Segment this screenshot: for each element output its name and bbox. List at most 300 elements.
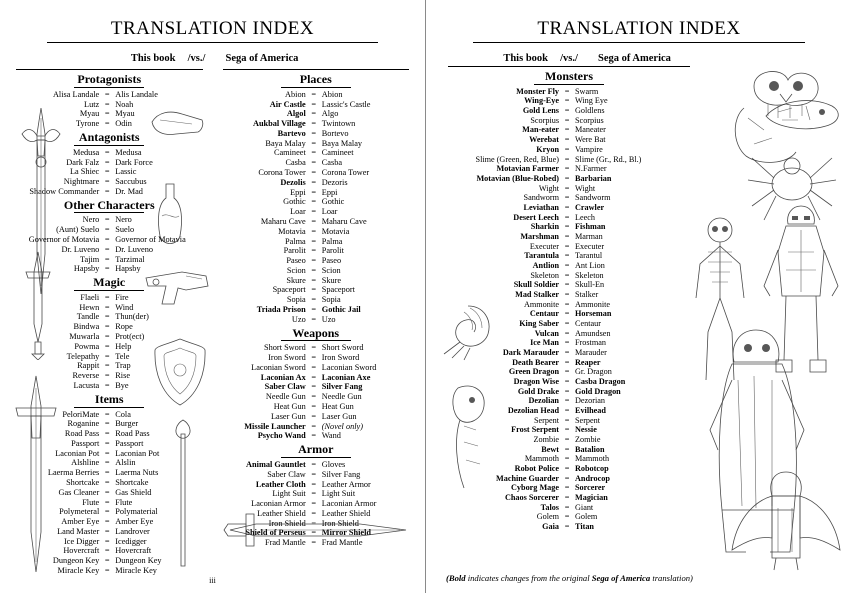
table-row: [6, 293, 212, 303]
cell-this-book: Abion: [285, 89, 306, 99]
table-row: [213, 422, 419, 432]
cell-equals: =: [311, 528, 317, 538]
cell-equals: =: [311, 89, 317, 99]
cell-this-book: Mammoth: [524, 454, 559, 464]
table-row: [454, 416, 684, 426]
section-title: Other Characters: [63, 197, 155, 212]
cell-sega: Motavia: [321, 226, 350, 236]
cell-equals: =: [311, 128, 317, 138]
cell-this-book: Psycho Wand: [257, 431, 306, 441]
cell-this-book: Shield of Perseus: [245, 528, 306, 538]
header-sega-right: Sega of America: [598, 53, 671, 64]
cell-equals: =: [564, 125, 570, 135]
cell-equals: =: [104, 186, 110, 196]
cell-sega: Amundsen: [575, 328, 611, 338]
cell-sega: Crawler: [575, 202, 605, 212]
cell-equals: =: [311, 197, 317, 207]
cell-this-book: Dungeon Key: [52, 556, 100, 566]
cell-equals: =: [311, 499, 317, 509]
table-row: [454, 135, 684, 145]
cell-equals: =: [564, 493, 570, 503]
title-rule-right: [473, 42, 805, 43]
cell-sega: Silver Fang: [321, 469, 361, 479]
cell-this-book: Hovercraft: [63, 546, 100, 556]
table-row: [454, 96, 684, 106]
cell-sega: Laerma Nuts: [115, 468, 159, 478]
cell-sega: Uzo: [321, 314, 336, 324]
table-row: [454, 213, 684, 223]
section-underline: [74, 407, 144, 408]
table-row: [454, 358, 684, 368]
table-row: [213, 343, 419, 353]
cell-sega: Noah: [115, 99, 134, 109]
cell-sega: Laser Gun: [321, 411, 357, 421]
cell-equals: =: [104, 234, 110, 244]
footnote: [446, 573, 693, 583]
table-row: [213, 285, 419, 295]
cell-equals: =: [311, 246, 317, 256]
table-row: [6, 100, 212, 110]
cell-equals: =: [311, 148, 317, 158]
column-rule: [448, 66, 690, 67]
page-title: TRANSLATION INDEX: [110, 18, 315, 39]
table-row: [213, 382, 419, 392]
cell-this-book: (Aunt) Suelo: [56, 225, 100, 235]
cell-sega: Paseo: [321, 256, 342, 266]
table-row: [454, 406, 684, 416]
cell-this-book: Camineet: [273, 148, 306, 158]
section-weapons: [213, 327, 420, 442]
spider-illustration: [744, 140, 840, 226]
table-row: [6, 264, 212, 274]
cell-sega: Vampire: [575, 144, 603, 154]
translation-table: [6, 410, 212, 576]
cell-this-book: Lutz: [84, 99, 100, 109]
cell-sega: Frad Mantle: [321, 538, 363, 548]
cell-equals: =: [104, 157, 110, 167]
cell-this-book: Vulcan: [534, 328, 559, 338]
cell-this-book: Laconian Sword: [251, 362, 306, 372]
monsters-column: [426, 66, 694, 532]
cell-this-book: Animal Gauntlet: [246, 459, 306, 469]
table-row: [213, 109, 419, 119]
cell-this-book: Dr. Luveno: [61, 244, 100, 254]
cell-sega: Gold Dragon: [575, 386, 621, 396]
table-row: [213, 480, 419, 490]
table-row: [6, 312, 212, 322]
cell-equals: =: [311, 158, 317, 168]
cell-equals: =: [564, 135, 570, 145]
cell-this-book: Casba: [285, 158, 306, 168]
reaper-illustration: [702, 320, 812, 560]
skull-creature-illustration: [724, 60, 844, 170]
cell-equals: =: [311, 353, 317, 363]
cell-equals: =: [564, 522, 570, 532]
cell-sega: Marauder: [575, 347, 607, 357]
translation-table: [6, 215, 212, 274]
cell-sega: Dark Force: [115, 157, 153, 167]
cell-equals: =: [564, 454, 570, 464]
cell-sega: Laconian Pot: [115, 448, 160, 458]
table-row: [454, 319, 684, 329]
cell-this-book: Paseo: [286, 256, 306, 266]
cell-equals: =: [564, 347, 570, 357]
table-row: [213, 266, 419, 276]
cell-this-book: Roganine: [67, 419, 100, 429]
table-row: [6, 458, 212, 468]
cell-equals: =: [104, 244, 110, 254]
cell-this-book: Laconian Ax: [260, 372, 306, 382]
cell-this-book: Laser Gun: [270, 411, 306, 421]
table-row: [6, 410, 212, 420]
table-row: [213, 431, 419, 441]
table-row: [213, 509, 419, 519]
cell-this-book: Tajim: [80, 254, 100, 264]
table-row: [6, 148, 212, 158]
section-places: [213, 73, 420, 325]
cell-sega: Swarm: [575, 86, 599, 96]
section-title: Items: [94, 391, 124, 406]
cell-sega: Medusa: [115, 147, 142, 157]
table-row: [6, 322, 212, 332]
cell-equals: =: [564, 473, 570, 483]
section-magic: [6, 276, 213, 391]
cell-sega: Suelo: [115, 225, 135, 235]
cell-equals: =: [311, 99, 317, 109]
cell-this-book: Flute: [82, 497, 100, 507]
cell-equals: =: [311, 459, 317, 469]
table-row: [213, 197, 419, 207]
cell-this-book: Gold Lens: [522, 106, 559, 116]
table-row: [6, 352, 212, 362]
armored-warrior-illustration: [758, 200, 844, 380]
cell-this-book: Algol: [286, 109, 306, 119]
cell-sega: Slime (Gr., Rd., Bl.): [575, 154, 642, 164]
page-number: iii: [209, 576, 216, 585]
cell-sega: Fishman: [575, 222, 606, 232]
table-row: [454, 145, 684, 155]
header-sega: Sega of America: [225, 53, 299, 64]
cell-this-book: Nightmare: [63, 177, 100, 187]
cell-sega: Amber Eye: [115, 517, 154, 527]
cell-sega: Heat Gun: [321, 402, 354, 412]
cell-sega: Titan: [575, 522, 594, 532]
cell-sega: Gloves: [321, 459, 346, 469]
table-row: [6, 90, 212, 100]
cell-this-book: Dezolis: [280, 177, 306, 187]
table-row: [454, 203, 684, 213]
table-row: [213, 305, 419, 315]
table-row: [6, 468, 212, 478]
cell-equals: =: [564, 164, 570, 174]
table-row: [213, 256, 419, 266]
cell-this-book: Myau: [79, 109, 100, 119]
cell-sega: Gothic: [321, 197, 345, 207]
cell-equals: =: [564, 280, 570, 290]
cell-sega: Abion: [321, 89, 343, 99]
cell-equals: =: [564, 483, 570, 493]
table-row: [454, 367, 684, 377]
table-row: [6, 255, 212, 265]
cell-sega: Laconian Axe: [321, 372, 371, 382]
flying-creature-illustration: [760, 86, 846, 142]
table-row: [6, 566, 212, 576]
table-row: [6, 527, 212, 537]
table-row: [213, 148, 419, 158]
table-row: [454, 493, 684, 503]
table-row: [213, 295, 419, 305]
table-row: [454, 512, 684, 522]
table-row: [454, 474, 684, 484]
cell-sega: Road Pass: [115, 429, 150, 439]
cell-sega: N.Farmer: [575, 164, 607, 174]
table-row: [454, 387, 684, 397]
cell-equals: =: [311, 508, 317, 518]
cell-equals: =: [564, 444, 570, 454]
cell-this-book: Golem: [536, 512, 559, 522]
cell-equals: =: [311, 431, 317, 441]
cell-sega: Mammoth: [575, 454, 610, 464]
cell-this-book: Spaceport: [272, 285, 306, 295]
cell-sega: Rope: [115, 322, 133, 332]
cell-equals: =: [564, 367, 570, 377]
cell-sega: Odin: [115, 119, 132, 129]
cell-equals: =: [564, 376, 570, 386]
cell-this-book: Robot Police: [514, 464, 559, 473]
table-row: [6, 361, 212, 371]
cell-equals: =: [311, 489, 317, 499]
table-row: [454, 164, 684, 174]
table-row: [454, 242, 684, 252]
table-row: [454, 155, 684, 165]
column-left: [6, 68, 213, 576]
cell-this-book: Baya Malay: [265, 138, 306, 148]
cell-this-book: Sopia: [286, 295, 306, 305]
cell-equals: =: [311, 207, 317, 217]
cell-sega: Twintown: [321, 119, 356, 129]
cell-sega: Frostman: [575, 338, 606, 348]
table-row: [213, 412, 419, 422]
table-row: [454, 377, 684, 387]
section-underline: [281, 340, 351, 341]
table-row: [6, 498, 212, 508]
cell-this-book: Man-eater: [522, 125, 559, 135]
cell-this-book: Skull Soldier: [513, 280, 559, 290]
table-row: [6, 449, 212, 459]
cell-equals: =: [564, 425, 570, 435]
cell-equals: =: [564, 464, 570, 473]
table-row: [6, 109, 212, 119]
cell-this-book: Parolit: [283, 246, 306, 256]
cell-sega: Laconian Armor: [321, 499, 377, 509]
cell-this-book: Bartevo: [277, 128, 306, 138]
cell-this-book: Gold Drake: [517, 386, 559, 396]
cell-sega: Nero: [115, 215, 132, 225]
table-row: [454, 338, 684, 348]
cell-sega: Dr. Luveno: [115, 244, 154, 254]
cell-sega: Gothic Jail: [321, 304, 361, 314]
cell-this-book: Gaia: [542, 522, 559, 532]
cell-this-book: Flaeli: [80, 292, 100, 302]
table-row: [213, 129, 419, 139]
column-rule: [16, 69, 203, 70]
cell-equals: =: [311, 382, 317, 392]
cell-this-book: Tarantula: [524, 251, 559, 261]
cell-sega: Trap: [115, 361, 131, 371]
cell-equals: =: [104, 215, 110, 225]
table-row: [213, 353, 419, 363]
cell-sega: Eppi: [321, 187, 338, 197]
table-row: [213, 528, 419, 538]
table-row: [454, 300, 684, 310]
cell-equals: =: [311, 479, 317, 489]
cell-sega: Batalion: [575, 444, 605, 454]
page-title-right: TRANSLATION INDEX: [537, 18, 741, 39]
cell-sega: Thun(der): [115, 312, 149, 322]
cell-this-book: Marshman: [520, 231, 559, 241]
cell-equals: =: [104, 109, 110, 119]
cell-equals: =: [104, 89, 110, 99]
cell-this-book: Amber Eye: [61, 517, 100, 527]
cell-equals: =: [104, 371, 110, 381]
cell-this-book: Iron Shield: [268, 518, 306, 528]
cell-equals: =: [104, 99, 110, 109]
cell-this-book: Bindwa: [73, 322, 100, 332]
cell-this-book: Frad Mantle: [264, 538, 306, 548]
cell-equals: =: [564, 357, 570, 367]
cell-sega: Lassic's Castle: [321, 99, 371, 109]
cell-sega: Landrover: [115, 526, 150, 536]
cell-sega: Burger: [115, 419, 139, 429]
cell-sega: Corona Tower: [321, 168, 370, 178]
cell-equals: =: [104, 254, 110, 264]
cell-this-book: Scion: [286, 265, 306, 275]
table-row: [454, 87, 684, 97]
cell-sega: Polymaterial: [115, 507, 158, 517]
cell-sega: Fire: [115, 292, 129, 302]
cell-equals: =: [564, 386, 570, 396]
table-row: [213, 538, 419, 548]
cell-this-book: Miracle Key: [57, 566, 100, 576]
cell-sega: Tarantul: [575, 251, 603, 261]
cell-sega: Scion: [321, 265, 341, 275]
cell-equals: =: [564, 415, 570, 425]
cell-sega: Prot(ect): [115, 332, 145, 342]
cell-equals: =: [104, 409, 110, 419]
table-row: [213, 90, 419, 100]
table-row: [213, 246, 419, 256]
footnote-rest: indicates changes from the original: [465, 573, 592, 583]
cell-equals: =: [311, 177, 317, 187]
table-row: [6, 478, 212, 488]
cell-sega: Palma: [321, 236, 343, 246]
cell-sega: Androcop: [575, 473, 610, 483]
cell-sega: Serpent: [575, 415, 601, 425]
cell-this-book: Medusa: [72, 147, 100, 157]
cell-equals: =: [311, 187, 317, 197]
cell-equals: =: [564, 144, 570, 154]
cell-equals: =: [311, 236, 317, 246]
cell-equals: =: [311, 538, 317, 548]
cell-this-book: Leather Shield: [257, 508, 306, 518]
cell-equals: =: [311, 119, 317, 129]
cell-sega: Centaur: [575, 318, 601, 328]
cell-sega: Iron Shield: [321, 518, 359, 528]
table-row: [6, 488, 212, 498]
cell-this-book: Palma: [285, 236, 306, 246]
cell-sega: Barbarian: [575, 173, 612, 183]
cell-this-book: Ice Man: [530, 338, 559, 348]
cell-sega: Goldlens: [575, 106, 605, 116]
table-row: [213, 158, 419, 168]
cell-sega: Light Suit: [321, 489, 356, 499]
table-row: [213, 499, 419, 509]
cell-sega: Alslin: [115, 458, 136, 468]
cell-equals: =: [311, 421, 317, 431]
cell-this-book: Muwarla: [69, 332, 100, 342]
footnote-bold: (Bold: [446, 573, 466, 583]
table-row: [454, 348, 684, 358]
table-row: [213, 100, 419, 110]
cell-sega: Sorcerer: [575, 483, 606, 493]
cell-sega: Laconian Sword: [321, 362, 377, 372]
cell-equals: =: [564, 502, 570, 512]
cell-sega: Shortcake: [115, 477, 149, 487]
section-title: Weapons: [292, 325, 340, 340]
cell-equals: =: [104, 448, 110, 458]
cell-equals: =: [104, 517, 110, 527]
cell-equals: =: [311, 518, 317, 528]
footnote-tail: translation): [650, 573, 693, 583]
cell-this-book: Governor of Motavia: [28, 234, 100, 244]
table-row: [454, 396, 684, 406]
cell-equals: =: [104, 312, 110, 322]
cell-sega: Maneater: [575, 125, 606, 135]
table-row: [6, 187, 212, 197]
cell-equals: =: [311, 362, 317, 372]
cell-sega: Robotcop: [575, 464, 609, 473]
cell-this-book: King Saber: [519, 318, 559, 328]
cell-this-book: Lacusta: [73, 380, 100, 390]
cell-equals: =: [311, 372, 317, 382]
cell-this-book: Serpent: [533, 415, 559, 425]
translation-table: [213, 90, 419, 325]
cell-equals: =: [104, 497, 110, 507]
section-underline: [281, 87, 351, 88]
cell-this-book: Loar: [290, 207, 306, 217]
cell-sega: Skull-En: [575, 280, 605, 290]
cell-this-book: Reverse: [72, 371, 100, 381]
cell-sega: Passport: [115, 438, 144, 448]
table-row: [6, 429, 212, 439]
table-row: [6, 419, 212, 429]
table-row: [213, 519, 419, 529]
section-underline: [74, 212, 144, 213]
cell-this-book: Kryon: [536, 144, 559, 154]
table-row: [6, 507, 212, 517]
cell-this-book: Centaur: [529, 309, 559, 319]
cell-this-book: Air Castle: [269, 99, 306, 109]
cell-this-book: Maharu Cave: [260, 216, 306, 226]
cell-equals: =: [104, 167, 110, 177]
cell-equals: =: [564, 96, 570, 106]
cell-sega: Help: [115, 341, 132, 351]
table-row: [6, 215, 212, 225]
cell-sega: Spaceport: [321, 285, 355, 295]
cell-equals: =: [104, 292, 110, 302]
cell-this-book: Land Master: [57, 526, 100, 536]
table-row: [454, 445, 684, 455]
